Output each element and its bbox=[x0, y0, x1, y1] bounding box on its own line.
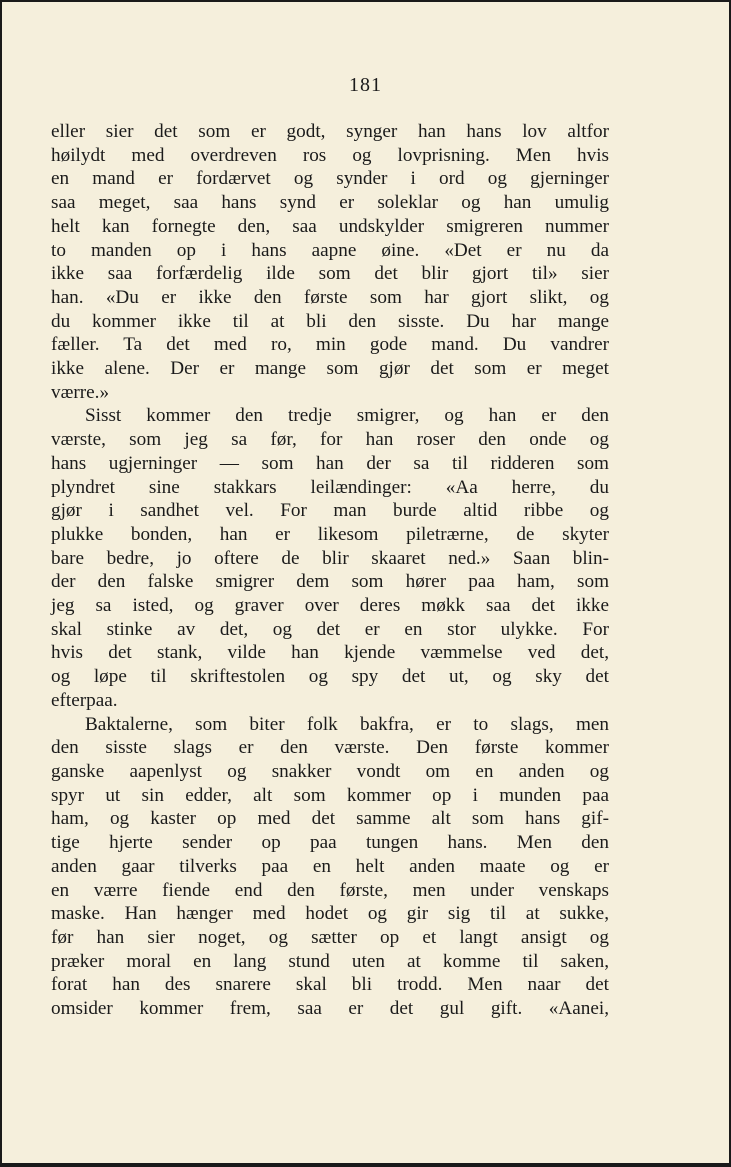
text-line: og løpe til skriftestolen og spy det ut, og sky det bbox=[51, 666, 609, 688]
text-line: en mand er fordærvet og synder i ord og gjerninger bbox=[51, 168, 609, 190]
text-line: høilydt med overdreven ros og lovprisning. Men hvis bbox=[51, 144, 609, 166]
text-line: jeg sa isted, og graver over deres møkk saa det ikke bbox=[51, 595, 609, 617]
text-line: værre.» bbox=[51, 381, 110, 403]
text-line: en værre fiende end den første, men under venskaps bbox=[51, 879, 609, 901]
text-line: ikke alene. Der er mange som gjør det som er meget bbox=[51, 358, 609, 380]
text-line: ganske aapenlyst og snakker vondt om en anden og bbox=[51, 760, 609, 782]
text-line: tige hjerte sender op paa tungen hans. Men den bbox=[51, 832, 609, 854]
text-line: helt kan fornegte den, saa undskylder smigreren nummer bbox=[51, 215, 609, 237]
text-line: to manden op i hans aapne øine. «Det er nu da bbox=[51, 239, 609, 261]
text-line: maske. Han hænger med hodet og gir sig til at sukke, bbox=[51, 903, 609, 925]
text-line: han. «Du er ikke den første som har gjort slikt, og bbox=[51, 286, 609, 308]
text-line: ham, og kaster op med det samme alt som hans gif- bbox=[51, 808, 609, 830]
text-line: Sisst kommer den tredje smigrer, og han er den bbox=[85, 405, 609, 427]
text-line: eller sier det som er godt, synger han hans lov altfor bbox=[51, 121, 609, 142]
text-line: du kommer ikke til at bli den sisste. Du har mange bbox=[51, 310, 609, 332]
text-line: den sisste slags er den værste. Den første kommer bbox=[51, 737, 609, 759]
body-text bbox=[51, 120, 609, 1021]
text-line: før han sier noget, og sætter op et langt ansigt og bbox=[51, 926, 609, 948]
page-number: 181 bbox=[349, 74, 382, 96]
text-line: omsider kommer frem, saa er det gul gift. «Aanei, bbox=[51, 998, 609, 1020]
text-line: bare bedre, jo oftere de blir skaaret ned.» Saan blin- bbox=[51, 547, 609, 569]
text-line: hvis det stank, vilde han kjende væmmelse ved det, bbox=[51, 642, 609, 664]
text-line: anden gaar tilverks paa en helt anden maate og er bbox=[51, 855, 609, 877]
text-line: spyr ut sin edder, alt som kommer op i munden paa bbox=[51, 784, 609, 806]
text-line: forat han des snarere skal bli trodd. Men naar det bbox=[51, 974, 609, 996]
text-line: skal stinke av det, og det er en stor ulykke. For bbox=[51, 618, 609, 640]
text-line: ikke saa forfærdelig ilde som det blir gjort til» sier bbox=[51, 263, 609, 285]
text-line: efterpaa. bbox=[51, 689, 118, 711]
text-line: fæller. Ta det med ro, min gode mand. Du vandrer bbox=[51, 334, 609, 356]
text-line: plyndret sine stakkars leilændinger: «Aa herre, du bbox=[51, 476, 609, 498]
text-line: værste, som jeg sa før, for han roser den onde og bbox=[51, 429, 609, 451]
text-line: hans ugjerninger — som han der sa til ridderen som bbox=[51, 452, 609, 474]
text-line: der den falske smigrer dem som hører paa ham, som bbox=[51, 571, 609, 593]
text-line: præker moral en lang stund uten at komme til saken, bbox=[51, 950, 609, 972]
text-line: plukke bonden, han er likesom piletrærne, de skyter bbox=[51, 523, 609, 545]
text-line: gjør i sandhet vel. For man burde altid ribbe og bbox=[51, 500, 609, 522]
text-line: saa meget, saa hans synd er soleklar og han umulig bbox=[51, 192, 609, 214]
book-page bbox=[2, 2, 729, 1163]
text-line: Baktalerne, som biter folk bakfra, er to slags, men bbox=[85, 713, 609, 735]
